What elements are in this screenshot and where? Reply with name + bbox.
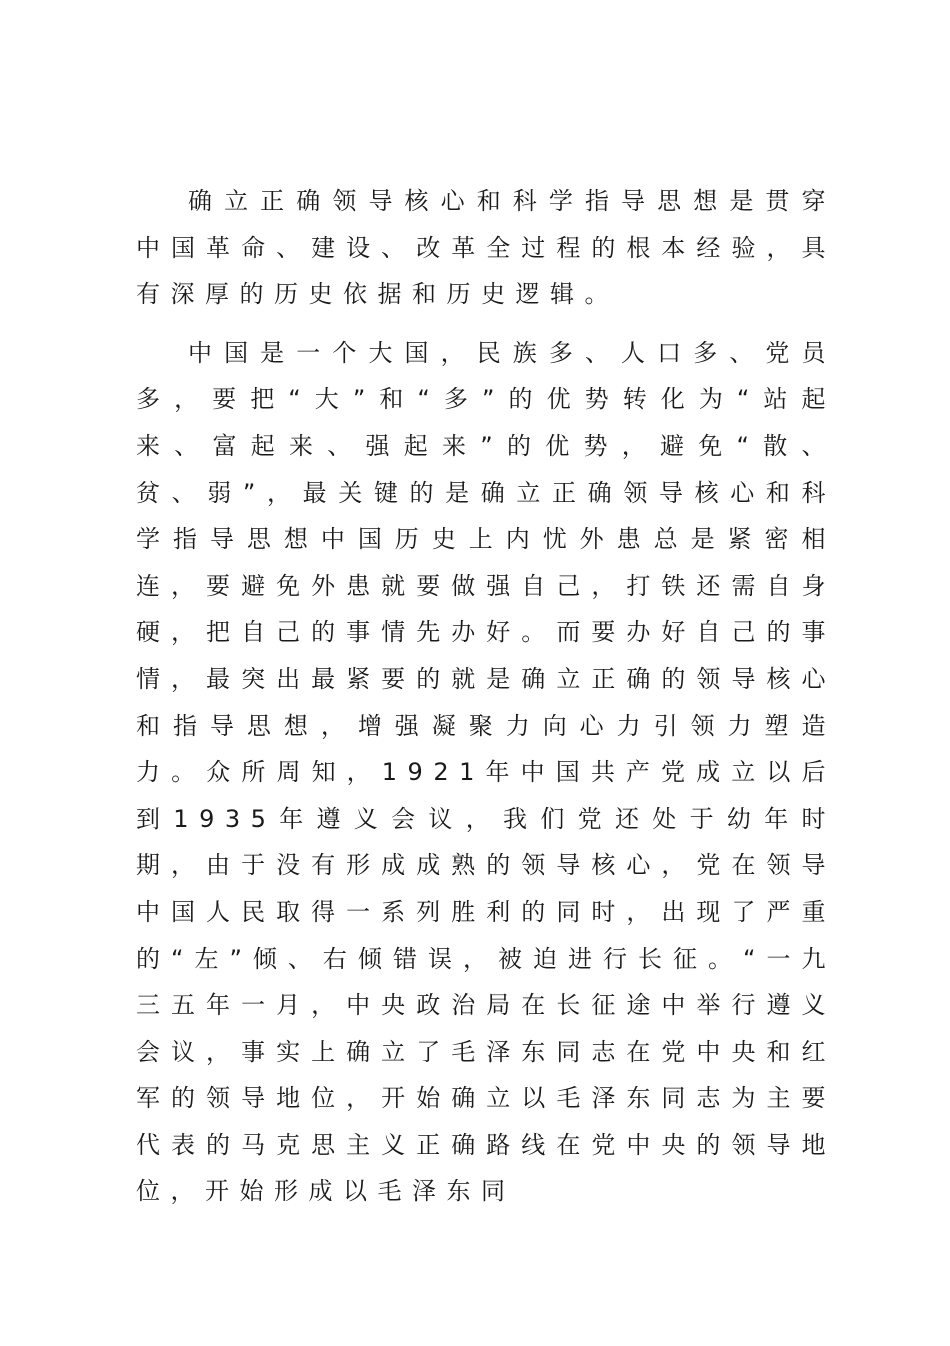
paragraph-1: 确立正确领导核心和科学指导思想是贯穿中国革命、建设、改革全过程的根本经验，具有深厚的历史依据和历史逻辑。 (136, 187, 836, 309)
document-body (136, 178, 836, 1215)
paragraph-2: 中国是一个大国，民族多、人口多、党员多，要把“大”和“多”的优势转化为“站起来、富起来、强起来”的优势，避免“散、贫、弱”，最关键的是确立正确领导核心和科学指导思想中国历史上内忧外患总是紧密相连，要避免外患就要做强自己，打铁还需自身硬，把自己的事情先办好。而要办好自己的事情，最突出最紧要的就是确立正确的领导核心和指导思想，增强凝聚力向心力引领力塑造力。众所周知，1921年中国共产党成立以后到1935年遵义会议，我们党还处于幼年时期，由于没有形成成熟的领导核心，党在领导中国人民取得一系列胜利的同时，出现了严重的“左”倾、右倾错误，被迫进行长征。“一九三五年一月，中央政治局在长征途中举行遵义会议，事实上确立了毛泽东同志在党中央和红军的领导地位，开始确立以毛泽东同志为主要代表的马克思主义正确路线在党中央的领导地位，开始形成以毛泽东同 (136, 338, 836, 1206)
